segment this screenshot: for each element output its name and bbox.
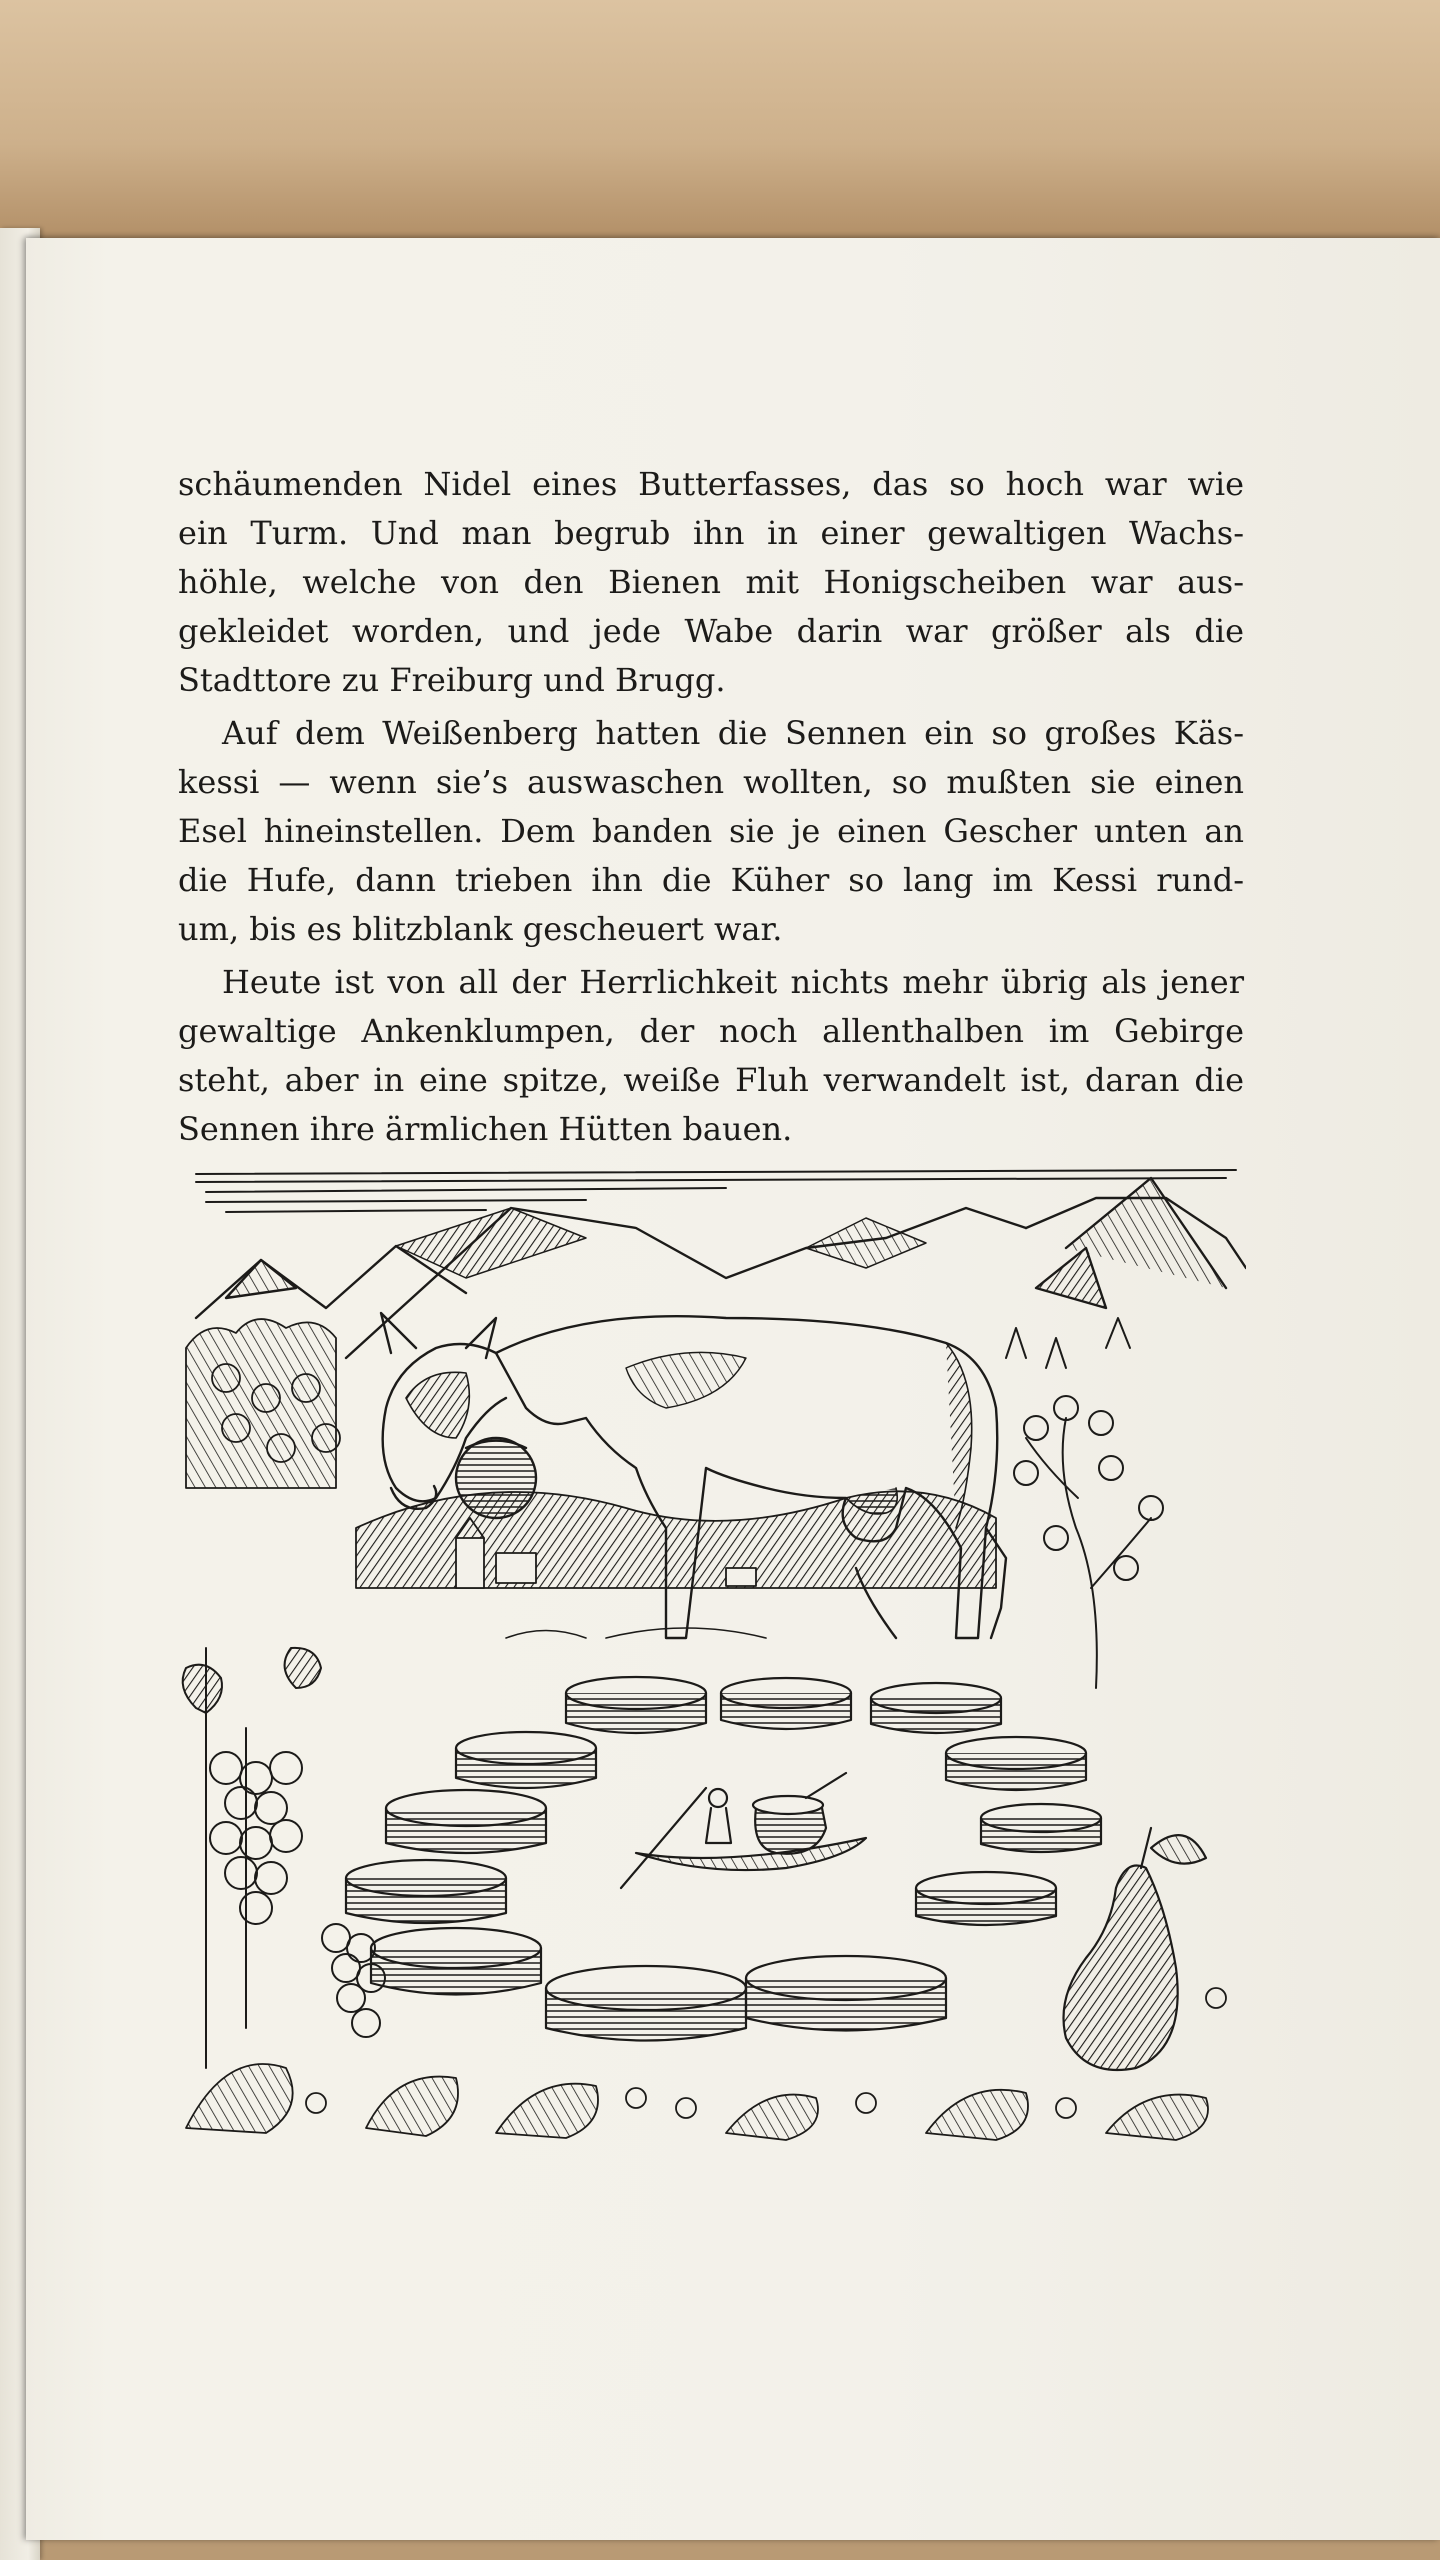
cheese-wheel	[916, 1872, 1056, 1925]
text-line: Auf dem Weißenberg hatten die Sennen ein so großes Käs-	[222, 714, 1244, 752]
text-line: gewaltige Ankenklumpen, der noch allenthalben im Gebirge	[178, 1012, 1244, 1050]
alpine-cow-cheese-illustration	[166, 1168, 1246, 2148]
mountain-range	[196, 1178, 1246, 1358]
cheese-wheel	[721, 1678, 851, 1729]
text-line: ein Turm. Und man begrub ihn in einer gewaltigen Wachs-	[178, 514, 1244, 552]
text-line: Heute ist von all der Herrlichkeit nichts mehr übrig als jener	[222, 963, 1244, 1001]
right-tree	[1006, 1318, 1163, 1688]
book-page	[26, 238, 1440, 2540]
cheese-wheel	[871, 1683, 1001, 1733]
wooden-table-surface	[0, 0, 1440, 240]
text-line: kessi — wenn sie’s auswaschen wollten, so mußten sie einen	[178, 763, 1244, 801]
paragraph-1	[178, 460, 1244, 705]
text-line: gekleidet worden, und jede Wabe darin war größer als die	[178, 612, 1244, 650]
text-line: höhle, welche von den Bienen mit Honigscheiben war aus-	[178, 563, 1244, 601]
text-line: Stadttore zu Freiburg und Brugg.	[178, 661, 726, 699]
cheese-wheel	[346, 1860, 506, 1923]
cheese-wheel	[746, 1956, 946, 2031]
village-hills	[356, 1491, 996, 1588]
cheese-wheel	[371, 1928, 541, 1995]
grape-vine	[183, 1648, 385, 2068]
cheese-wheel	[946, 1737, 1086, 1790]
cheese-wheel	[981, 1804, 1101, 1852]
text-line: schäumenden Nidel eines Butterfasses, das so hoch war wie	[178, 465, 1244, 503]
text-line: um, bis es blitzblank gescheuert war.	[178, 910, 783, 948]
text-line: Esel hineinstellen. Dem banden sie je einen Gescher unten an	[178, 812, 1244, 850]
text-line: steht, aber in eine spitze, weiße Fluh verwandelt ist, daran die	[178, 1061, 1244, 1099]
paragraph-2	[178, 709, 1244, 954]
cheese-wheel	[566, 1677, 706, 1733]
text-line: Sennen ihre ärmlichen Hütten bauen.	[178, 1110, 793, 1148]
left-hill-bushes	[186, 1319, 340, 1488]
paragraph-3	[178, 958, 1244, 1154]
body-text	[178, 460, 1244, 1158]
pear	[1064, 1828, 1207, 2070]
text-line: die Hufe, dann trieben ihn die Küher so lang im Kessi rund-	[178, 861, 1244, 899]
boat-with-kettle	[621, 1773, 866, 1888]
woodcut-illustration	[166, 1168, 1246, 2148]
cheese-wheel	[386, 1790, 546, 1853]
cheese-wheel	[546, 1966, 746, 2041]
cheese-wheel	[456, 1732, 596, 1788]
cow	[381, 1313, 1006, 1638]
